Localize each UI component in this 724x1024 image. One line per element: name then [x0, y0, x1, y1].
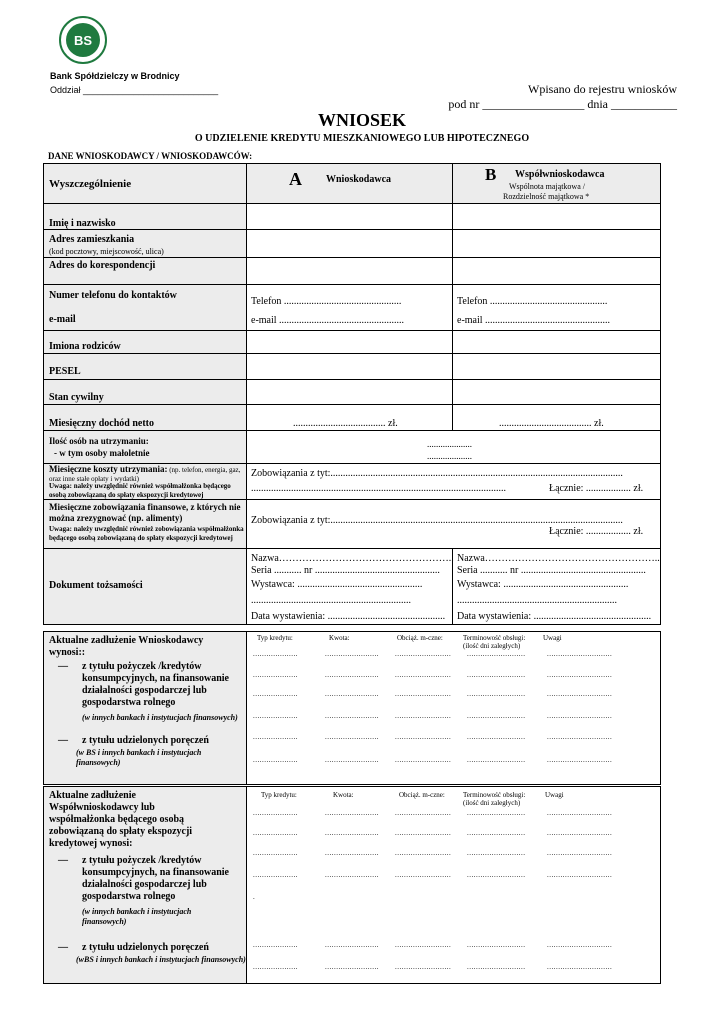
debt-b-row-4-col-4-input[interactable]: .......................... — [467, 871, 526, 879]
debt-b-row-1-col-2-input[interactable]: ........................ — [325, 809, 379, 817]
debt-b-col-term-hint: (ilość dni zaległych) — [463, 799, 521, 807]
income-a-cell — [246, 404, 453, 431]
doc-a-issuer-input[interactable]: Wystawca: .................................................. — [251, 579, 423, 590]
debt-b-row-2-col-2-input[interactable]: ........................ — [325, 829, 379, 837]
income-label: Miesięczny dochód netto — [49, 418, 154, 429]
phone-b-input[interactable]: Telefon ............................................... — [457, 296, 608, 307]
register-label: Wpisano do rejestru wniosków — [528, 82, 677, 96]
debt-a-item1-hint: (w innych bankach i instytucjach finansowych) — [82, 713, 238, 722]
pesel-a-input[interactable] — [246, 353, 453, 380]
debt-a-row-1-col-5-input[interactable]: ............................. — [547, 650, 613, 658]
debt-a-row-5-col-1-input[interactable]: .................... — [253, 733, 298, 741]
row-income-label — [43, 404, 247, 431]
parents-a-input[interactable] — [246, 330, 453, 354]
phone-b-cell — [452, 284, 661, 331]
debt-a-row-3-col-1-input[interactable]: .................... — [253, 690, 298, 698]
debt-a-row-4-col-2-input[interactable]: ........................ — [325, 712, 379, 720]
doc-a-series-input[interactable]: Seria ........... nr .................................................. — [251, 565, 440, 576]
debt-b-row-2-col-4-input[interactable]: .......................... — [467, 829, 526, 837]
doc-a-issuer-line[interactable]: ................................................................ — [251, 595, 411, 606]
page-title: WNIOSEK — [317, 110, 407, 130]
doc-a-date-input[interactable]: Data wystawienia: ............................................... — [251, 611, 446, 622]
debt-b-row-6-col-4-input[interactable]: .......................... — [467, 941, 526, 949]
phone-a-cell — [246, 284, 453, 331]
fin-note: Uwaga: należy uwzględnić również zobowiązania współmałżonka będącego osobą zobowiązaną do spłaty ekspozycji kredytowej — [49, 525, 244, 542]
debt-a-row-3-col-5-input[interactable]: ............................. — [547, 690, 613, 698]
debt-b-row-1-col-1-input[interactable]: .................... — [253, 809, 298, 817]
civil-a-input[interactable] — [246, 379, 453, 405]
debt-b-item2: z tytułu udzielonych poręczeń — [82, 942, 209, 953]
debt-a-row-2-col-2-input[interactable]: ........................ — [325, 671, 379, 679]
debt-b-row-4-col-1-input[interactable]: .................... — [253, 871, 298, 879]
row-address-label — [43, 229, 247, 258]
address-label: Adres zamieszkania — [49, 234, 135, 245]
debt-b-row-7-col-4-input[interactable]: .......................... — [467, 963, 526, 971]
debt-a-col-amount: Kwota: — [329, 634, 350, 642]
costs-oblig-input[interactable]: Zobowiązania z tyt:..................................................................................................................... — [251, 468, 623, 479]
debt-a-row-3-col-2-input[interactable]: ........................ — [325, 690, 379, 698]
col-b-note-1: Wspólnota majątkowa / — [509, 182, 585, 191]
name-b-input[interactable] — [452, 203, 661, 230]
debt-b-table — [246, 786, 661, 984]
debt-a-row-2-col-1-input[interactable]: .................... — [253, 671, 298, 679]
debt-a-row-3-col-3-input[interactable]: ......................... — [395, 690, 452, 698]
doc-b-date-input[interactable]: Data wystawienia: ............................................... — [457, 611, 652, 622]
row-parents-label — [43, 330, 247, 354]
name-a-input[interactable] — [246, 203, 453, 230]
debt-b-row-3-col-4-input[interactable]: .......................... — [467, 849, 526, 857]
page-subtitle: O UDZIELENIE KREDYTU MIESZKANIOWEGO LUB HIPOTECZNEGO — [194, 133, 530, 144]
svg-text:BS: BS — [73, 33, 93, 48]
debt-b-col-burden: Obciąż. m-czne: — [399, 791, 445, 799]
debt-a-row-2-col-4-input[interactable]: .......................... — [467, 671, 526, 679]
dependents-label: Ilość osób na utrzymaniu: — [49, 436, 149, 446]
costs-hint: (np. telefon, energia, gaz, oraz inne stałe opłaty i wydatki) — [49, 466, 241, 483]
email-label: e-mail — [49, 314, 76, 325]
debt-a-col-burden: Obciąż. m-czne: — [397, 634, 443, 642]
debt-b-row-6-col-1-input[interactable]: .................... — [253, 941, 298, 949]
debt-a-col-term: Terminowość obsługi: — [463, 634, 526, 642]
debt-b-item2-hint: (wBS i innych bankach i instytucjach finansowych) — [76, 955, 246, 964]
debt-b-row-1-col-5-input[interactable]: ............................. — [547, 809, 613, 817]
debt-b-col-amount: Kwota: — [333, 791, 354, 799]
debt-b-row-6-col-3-input[interactable]: ......................... — [395, 941, 452, 949]
debt-b-row-7-col-1-input[interactable]: .................... — [253, 963, 298, 971]
row-civil-label — [43, 379, 247, 405]
debt-b-col-notes: Uwagi — [545, 791, 564, 799]
costs-cell — [246, 463, 661, 500]
doc-b-name-input[interactable]: Nazwa…………………………………………….. — [457, 553, 660, 564]
row-pesel-label — [43, 353, 247, 380]
debt-b-col-type: Typ kredytu: — [261, 791, 297, 799]
costs-oblig-line[interactable]: ...................................................................................................... — [251, 483, 506, 494]
pesel-label: PESEL — [49, 366, 81, 377]
doc-a-cell — [246, 548, 453, 625]
debt-b-row-6-col-5-input[interactable]: ............................. — [547, 941, 613, 949]
debt-b-row-3-col-2-input[interactable]: ........................ — [325, 849, 379, 857]
debt-b-row-4-col-2-input[interactable]: ........................ — [325, 871, 379, 879]
phone-label: Numer telefonu do kontaktów — [49, 290, 177, 301]
debt-a-row-4-col-5-input[interactable]: ............................. — [547, 712, 613, 720]
debt-a-row-6-col-3-input[interactable]: ......................... — [395, 756, 452, 764]
dependents-input[interactable]: .................... — [427, 439, 472, 449]
corr-b-input[interactable] — [452, 257, 661, 285]
debt-b-row-7-col-3-input[interactable]: ......................... — [395, 963, 452, 971]
debt-a-row-6-col-5-input[interactable]: ............................. — [547, 756, 613, 764]
row-costs-label — [43, 463, 247, 500]
fin-sum-input[interactable]: Łącznie: .................. zł. — [549, 526, 644, 537]
pesel-b-input[interactable] — [452, 353, 661, 380]
debt-a-col-type: Typ kredytu: — [257, 634, 293, 642]
doc-label: Dokument tożsamości — [49, 580, 143, 591]
branch-field[interactable]: Oddział ___________________________ — [50, 85, 219, 95]
debt-a-row-4-col-4-input[interactable]: .......................... — [467, 712, 526, 720]
debt-b-row-3-col-5-input[interactable]: ............................. — [547, 849, 613, 857]
debt-b-row-3-col-1-input[interactable]: .................... — [253, 849, 298, 857]
debt-b-row-6-col-2-input[interactable]: ........................ — [325, 941, 379, 949]
debt-a-row-5-col-5-input[interactable]: ............................. — [547, 733, 613, 741]
debt-a-row-2-col-3-input[interactable]: ......................... — [395, 671, 452, 679]
email-b-input[interactable]: e-mail .................................................. — [457, 315, 611, 326]
debt-b-item1-hint: (w innych bankach i instytucjach finansowych) — [82, 907, 192, 926]
debt-b-row-7-col-2-input[interactable]: ........................ — [325, 963, 379, 971]
fin-cell — [246, 499, 661, 549]
debt-b-row-7-col-5-input[interactable]: ............................. — [547, 963, 613, 971]
debt-a-item2: z tytułu udzielonych poręczeń — [82, 735, 209, 746]
debt-a-row-6-col-1-input[interactable]: .................... — [253, 756, 298, 764]
debt-b-row-1-col-4-input[interactable]: .......................... — [467, 809, 526, 817]
costs-sum-input[interactable]: Łącznie: .................. zł. — [549, 483, 644, 494]
debt-a-row-2-col-5-input[interactable]: ............................. — [547, 671, 613, 679]
debt-b-row-2-col-1-input[interactable]: .................... — [253, 829, 298, 837]
corr-a-input[interactable] — [246, 257, 453, 285]
debt-a-row-3-col-4-input[interactable]: .......................... — [467, 690, 526, 698]
col-b-cell — [452, 163, 661, 204]
debt-a-label-cell — [43, 631, 247, 785]
address-b-input[interactable] — [452, 229, 661, 258]
fin-label: Miesięczne zobowiązania finansowe, z których nie można zrezygnować (np. alimenty) — [49, 502, 241, 523]
debt-a-row-1-col-1-input[interactable]: .................... — [253, 650, 298, 658]
debt-a-title: Aktualne zadłużenie Wnioskodawcy wynosi:: — [49, 635, 204, 658]
dash-icon: — — [58, 735, 68, 746]
debt-b-row-5-dot[interactable]: . — [253, 893, 256, 901]
col-head-cell — [43, 163, 247, 204]
row-phone-label — [43, 284, 247, 331]
debt-a-row-1-col-2-input[interactable]: ........................ — [325, 650, 379, 658]
address-a-input[interactable] — [246, 229, 453, 258]
doc-a-name-input[interactable]: Nazwa…………………………………………….. — [251, 553, 454, 564]
debt-a-item1: z tytułu pożyczek /kredytów konsumpcyjnych, na finansowanie działalności gospodarczej lub gospodarstwa rolnego — [82, 661, 229, 708]
debt-b-label-cell — [43, 786, 247, 984]
debt-b-row-1-col-3-input[interactable]: ......................... — [395, 809, 452, 817]
section-heading: DANE WNIOSKODAWCY / WNIOSKODAWCÓW: — [48, 151, 253, 161]
debt-b-row-4-col-3-input[interactable]: ......................... — [395, 871, 452, 879]
debt-a-row-1-col-4-input[interactable]: .......................... — [467, 650, 526, 658]
col-b-label: Współwnioskodawca — [515, 169, 605, 180]
bank-logo — [58, 14, 108, 66]
row-name-label — [43, 203, 247, 230]
parents-b-input[interactable] — [452, 330, 661, 354]
row-doc-label — [43, 548, 247, 625]
civil-label: Stan cywilny — [49, 392, 104, 403]
fin-oblig-input[interactable]: Zobowiązania z tyt:..................................................................................................................... — [251, 515, 623, 526]
debt-a-col-term-hint: (ilość dni zaległych) — [463, 642, 521, 650]
debt-a-row-4-col-3-input[interactable]: ......................... — [395, 712, 452, 720]
debt-a-row-6-col-4-input[interactable]: .......................... — [467, 756, 526, 764]
income-b-input[interactable]: ..................................... zł. — [499, 418, 604, 429]
bank-name: Bank Spółdzielczy w Brodnicy — [50, 71, 180, 81]
debt-a-item2-hint: (w BS i innych bankach i instytucjach finansowych) — [76, 748, 202, 767]
row-dependents-label — [43, 430, 247, 464]
col-head: Wyszczególnienie — [49, 178, 132, 190]
corr-address-label: Adres do korespondencji — [49, 260, 156, 271]
dependents-minor-label: - w tym osoby małoletnie — [54, 448, 150, 458]
doc-b-issuer-line[interactable]: ................................................................ — [457, 595, 617, 606]
debt-a-row-4-col-1-input[interactable]: .................... — [253, 712, 298, 720]
register-number-field[interactable]: pod nr _________________ dnia ___________ — [448, 97, 677, 111]
income-b-cell — [452, 404, 661, 431]
civil-b-input[interactable] — [452, 379, 661, 405]
col-b-note-2[interactable]: Rozdzielność majątkowa * — [503, 192, 590, 201]
doc-b-cell — [452, 548, 661, 625]
income-a-input[interactable]: ..................................... zł. — [293, 418, 398, 429]
debt-b-title: Aktualne zadłużenie Współwnioskodawcy lub współmałżonka będącego osobą zobowiązaną do spłaty ekspozycji kredytowej wynosi: — [49, 790, 193, 849]
debt-a-row-5-col-2-input[interactable]: ........................ — [325, 733, 379, 741]
debt-b-row-4-col-5-input[interactable]: ............................. — [547, 871, 613, 879]
debt-b-col-term: Terminowość obsługi: — [463, 791, 526, 799]
col-b-letter: B — [485, 165, 497, 184]
debt-a-row-1-col-3-input[interactable]: ......................... — [395, 650, 452, 658]
dash-icon: — — [58, 855, 68, 866]
email-a-input[interactable]: e-mail .................................................. — [251, 315, 405, 326]
col-a-letter: A — [289, 169, 302, 189]
costs-label: Miesięczne koszty utrzymania: — [49, 464, 168, 474]
address-hint: (kod pocztowy, miejscowość, ulica) — [49, 247, 164, 256]
debt-b-item1: z tytułu pożyczek /kredytów konsumpcyjnych, na finansowanie działalności gospodarczej lub gospodarstwa rolnego — [82, 855, 229, 902]
col-a-cell — [246, 163, 453, 204]
dependents-minor-input[interactable]: .................... — [427, 451, 472, 461]
debt-a-row-5-col-4-input[interactable]: .......................... — [467, 733, 526, 741]
row-fin-label — [43, 499, 247, 549]
parents-label: Imiona rodziców — [49, 341, 121, 352]
debt-a-row-5-col-3-input[interactable]: ......................... — [395, 733, 452, 741]
doc-b-issuer-input[interactable]: Wystawca: .................................................. — [457, 579, 629, 590]
debt-a-row-6-col-2-input[interactable]: ........................ — [325, 756, 379, 764]
debt-b-row-3-col-3-input[interactable]: ......................... — [395, 849, 452, 857]
bank-logo-icon — [58, 14, 108, 66]
debt-b-row-2-col-3-input[interactable]: ......................... — [395, 829, 452, 837]
row-corr-label — [43, 257, 247, 285]
dependents-cell — [246, 430, 661, 464]
name-label: Imię i nazwisko — [49, 218, 116, 229]
debt-a-col-notes: Uwagi — [543, 634, 562, 642]
debt-a-table — [246, 631, 661, 785]
doc-b-series-input[interactable]: Seria ........... nr .................................................. — [457, 565, 646, 576]
debt-b-row-2-col-5-input[interactable]: ............................. — [547, 829, 613, 837]
col-a-label: Wnioskodawca — [326, 174, 392, 185]
costs-note: Uwaga: należy uwzględnić również współmałżonka będącego osobą zobowiązaną do spłaty ekspozycji kredytowej — [49, 482, 231, 499]
dash-icon: — — [58, 661, 68, 672]
dash-icon: — — [58, 942, 68, 953]
phone-a-input[interactable]: Telefon ............................................... — [251, 296, 402, 307]
